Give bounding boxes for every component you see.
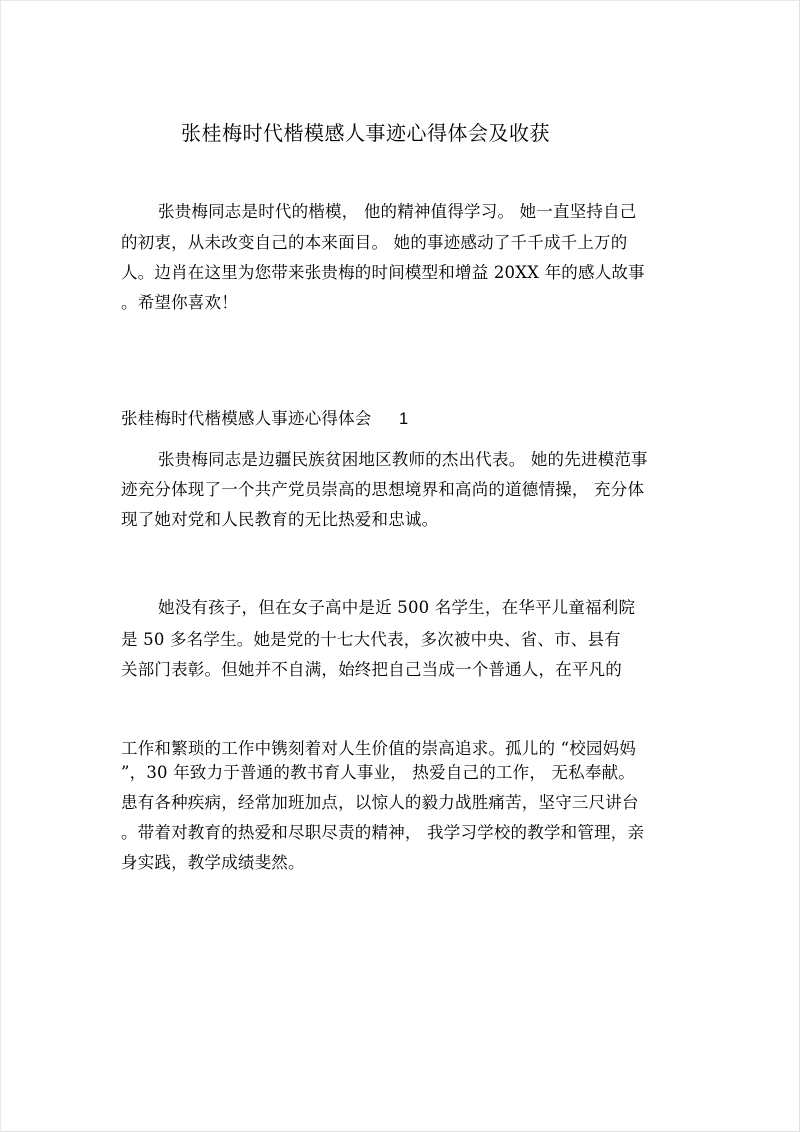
section-heading: [121, 409, 408, 429]
para2-line-1: 她没有孩子，但在女子高中是近 500 名学生，在华平儿童福利院: [158, 598, 636, 617]
section-heading-number: 1: [398, 410, 409, 428]
para3-line-5: 身实践，教学成绩斐然。: [121, 853, 305, 872]
para1-line-1: 张贵梅同志是边疆民族贫困地区教师的杰出代表。 她的先进模范事: [158, 450, 648, 469]
section-heading-text: 张桂梅时代楷模感人事迹心得体会: [121, 409, 372, 428]
para1-line-2: 迹充分体现了一个共产党员崇高的思想境界和高尚的道德情操， 充分体: [121, 480, 645, 499]
para3-line-4: 。带着对教育的热爱和尽职尽责的精神， 我学习学校的教学和管理，亲: [121, 823, 645, 842]
intro-line-4: 。希望你喜欢！: [121, 293, 238, 312]
intro-line-1: 张贵梅同志是时代的楷模， 他的精神值得学习。 她一直坚持自己: [158, 202, 637, 221]
para1-line-3: 现了她对党和人民教育的无比热爱和忠诚。: [121, 510, 439, 529]
para3-line-1: 工作和繁琐的工作中镌刻着对人生价值的崇高追求。孤儿的 “校园妈妈: [121, 739, 637, 758]
document-title: 张桂梅时代楷模感人事迹心得体会及收获: [181, 121, 550, 145]
para3-line-3: 患有各种疾病，经常加班加点，以惊人的毅力战胜痛苦，坚守三尺讲台: [121, 793, 639, 812]
intro-line-2: 的初衷，从未改变自己的本来面目。 她的事迹感动了千千成千上万的: [121, 233, 628, 252]
para2-line-2: 是 50 多名学生。她是党的十七大代表，多次被中央、省、市、县有: [121, 630, 621, 649]
para2-line-3: 关部门表彰。但她并不自满，始终把自己当成一个普通人，在平凡的: [121, 660, 622, 679]
para3-line-2: ”，30 年致力于普通的教书育人事业， 热爱自己的工作， 无私奉献。: [121, 763, 635, 782]
intro-line-3: 人。边肖在这里为您带来张贵梅的时间模型和增益 20XX 年的感人故事: [121, 263, 645, 282]
